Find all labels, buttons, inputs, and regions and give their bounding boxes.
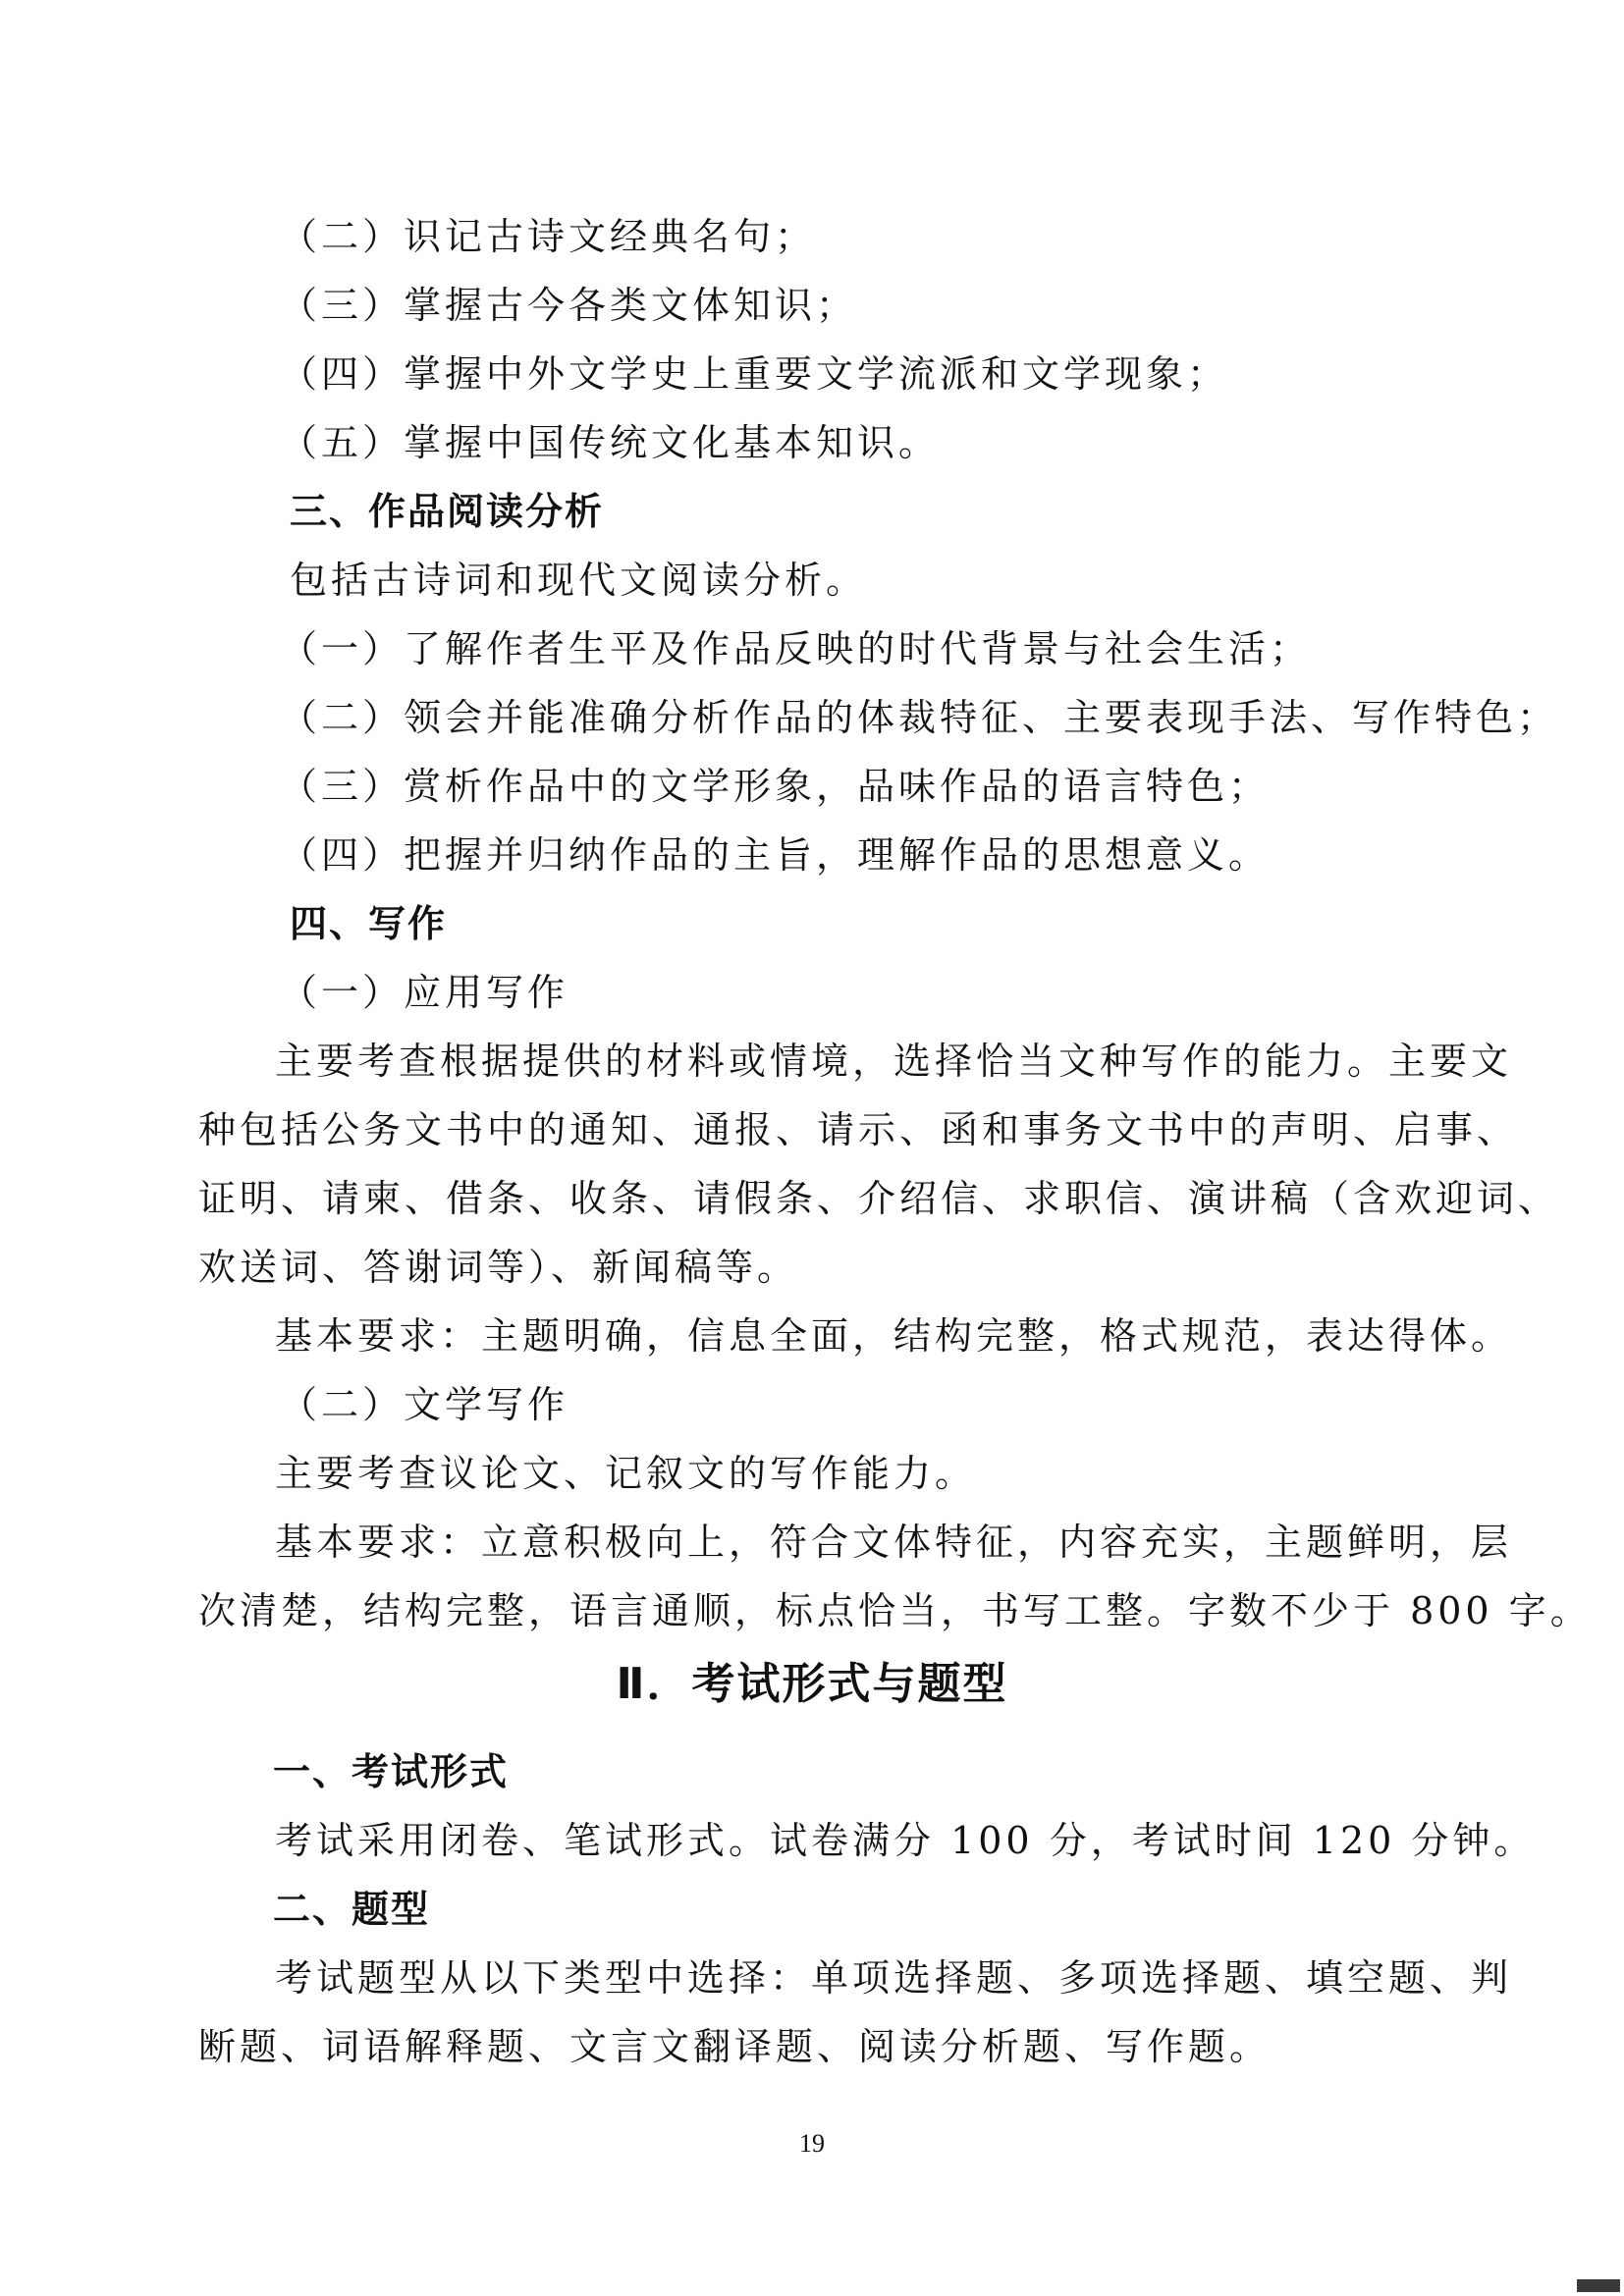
paragraph-text: 包括古诗词和现代文阅读分析。 (290, 559, 868, 602)
paragraph-line: 证明、请柬、借条、收条、请假条、介绍信、求职信、演讲稿（含欢迎词、 (198, 1177, 1560, 1220)
paragraph-line: 考试题型从以下类型中选择：单项选择题、多项选择题、填空题、判 (275, 1956, 1513, 2000)
list-item-5: （五）掌握中国传统文化基本知识。 (280, 421, 941, 464)
corner-watermark (1577, 2279, 1620, 2292)
chapter-title: Ⅱ．考试形式与题型 (616, 1659, 1008, 1709)
page-number: 19 (799, 2129, 825, 2158)
paragraph-line: 考试采用闭卷、笔试形式。试卷满分 100 分，考试时间 120 分钟。 (275, 1819, 1536, 1862)
list-item-1: （一）了解作者生平及作品反映的时代背景与社会生活； (280, 627, 1312, 670)
list-item-3: （三）赏析作品中的文学形象，品味作品的语言特色； (280, 765, 1271, 808)
section-heading-reading-analysis: 三、作品阅读分析 (290, 490, 605, 533)
paragraph-line: 种包括公务文书中的通知、通报、请示、函和事务文书中的声明、启事、 (198, 1108, 1519, 1151)
section-heading-exam-format: 一、考试形式 (273, 1750, 510, 1793)
paragraph-line: 基本要求：主题明确，信息全面，结构完整，格式规范，表达得体。 (275, 1314, 1513, 1358)
section-heading-question-types: 二、题型 (273, 1888, 431, 1931)
subsection-heading: （二）文学写作 (280, 1383, 569, 1426)
paragraph-line: 次清楚，结构完整，语言通顺，标点恰当，书写工整。字数不少于 800 字。 (198, 1589, 1592, 1632)
section-heading-writing: 四、写作 (290, 902, 448, 945)
paragraph-line: 断题、词语解释题、文言文翻译题、阅读分析题、写作题。 (198, 2025, 1272, 2068)
subsection-heading: （一）应用写作 (280, 971, 569, 1014)
list-item-2: （二）领会并能准确分析作品的体裁特征、主要表现手法、写作特色； (280, 696, 1559, 739)
list-item-3: （三）掌握古今各类文体知识； (280, 284, 858, 327)
paragraph-line: 基本要求：立意积极向上，符合文体特征，内容充实，主题鲜明，层 (275, 1521, 1513, 1564)
list-item-2: （二）识记古诗文经典名句； (280, 215, 817, 258)
paragraph-line: 主要考查议论文、记叙文的写作能力。 (275, 1452, 977, 1495)
list-item-4: （四）把握并归纳作品的主旨，理解作品的思想意义。 (280, 833, 1271, 877)
paragraph-line: 欢送词、答谢词等）、新闻稿等。 (198, 1246, 799, 1289)
list-item-4: （四）掌握中外文学史上重要文学流派和文学现象； (280, 352, 1229, 396)
paragraph-line: 主要考查根据提供的材料或情境，选择恰当文种写作的能力。主要文 (275, 1040, 1513, 1083)
